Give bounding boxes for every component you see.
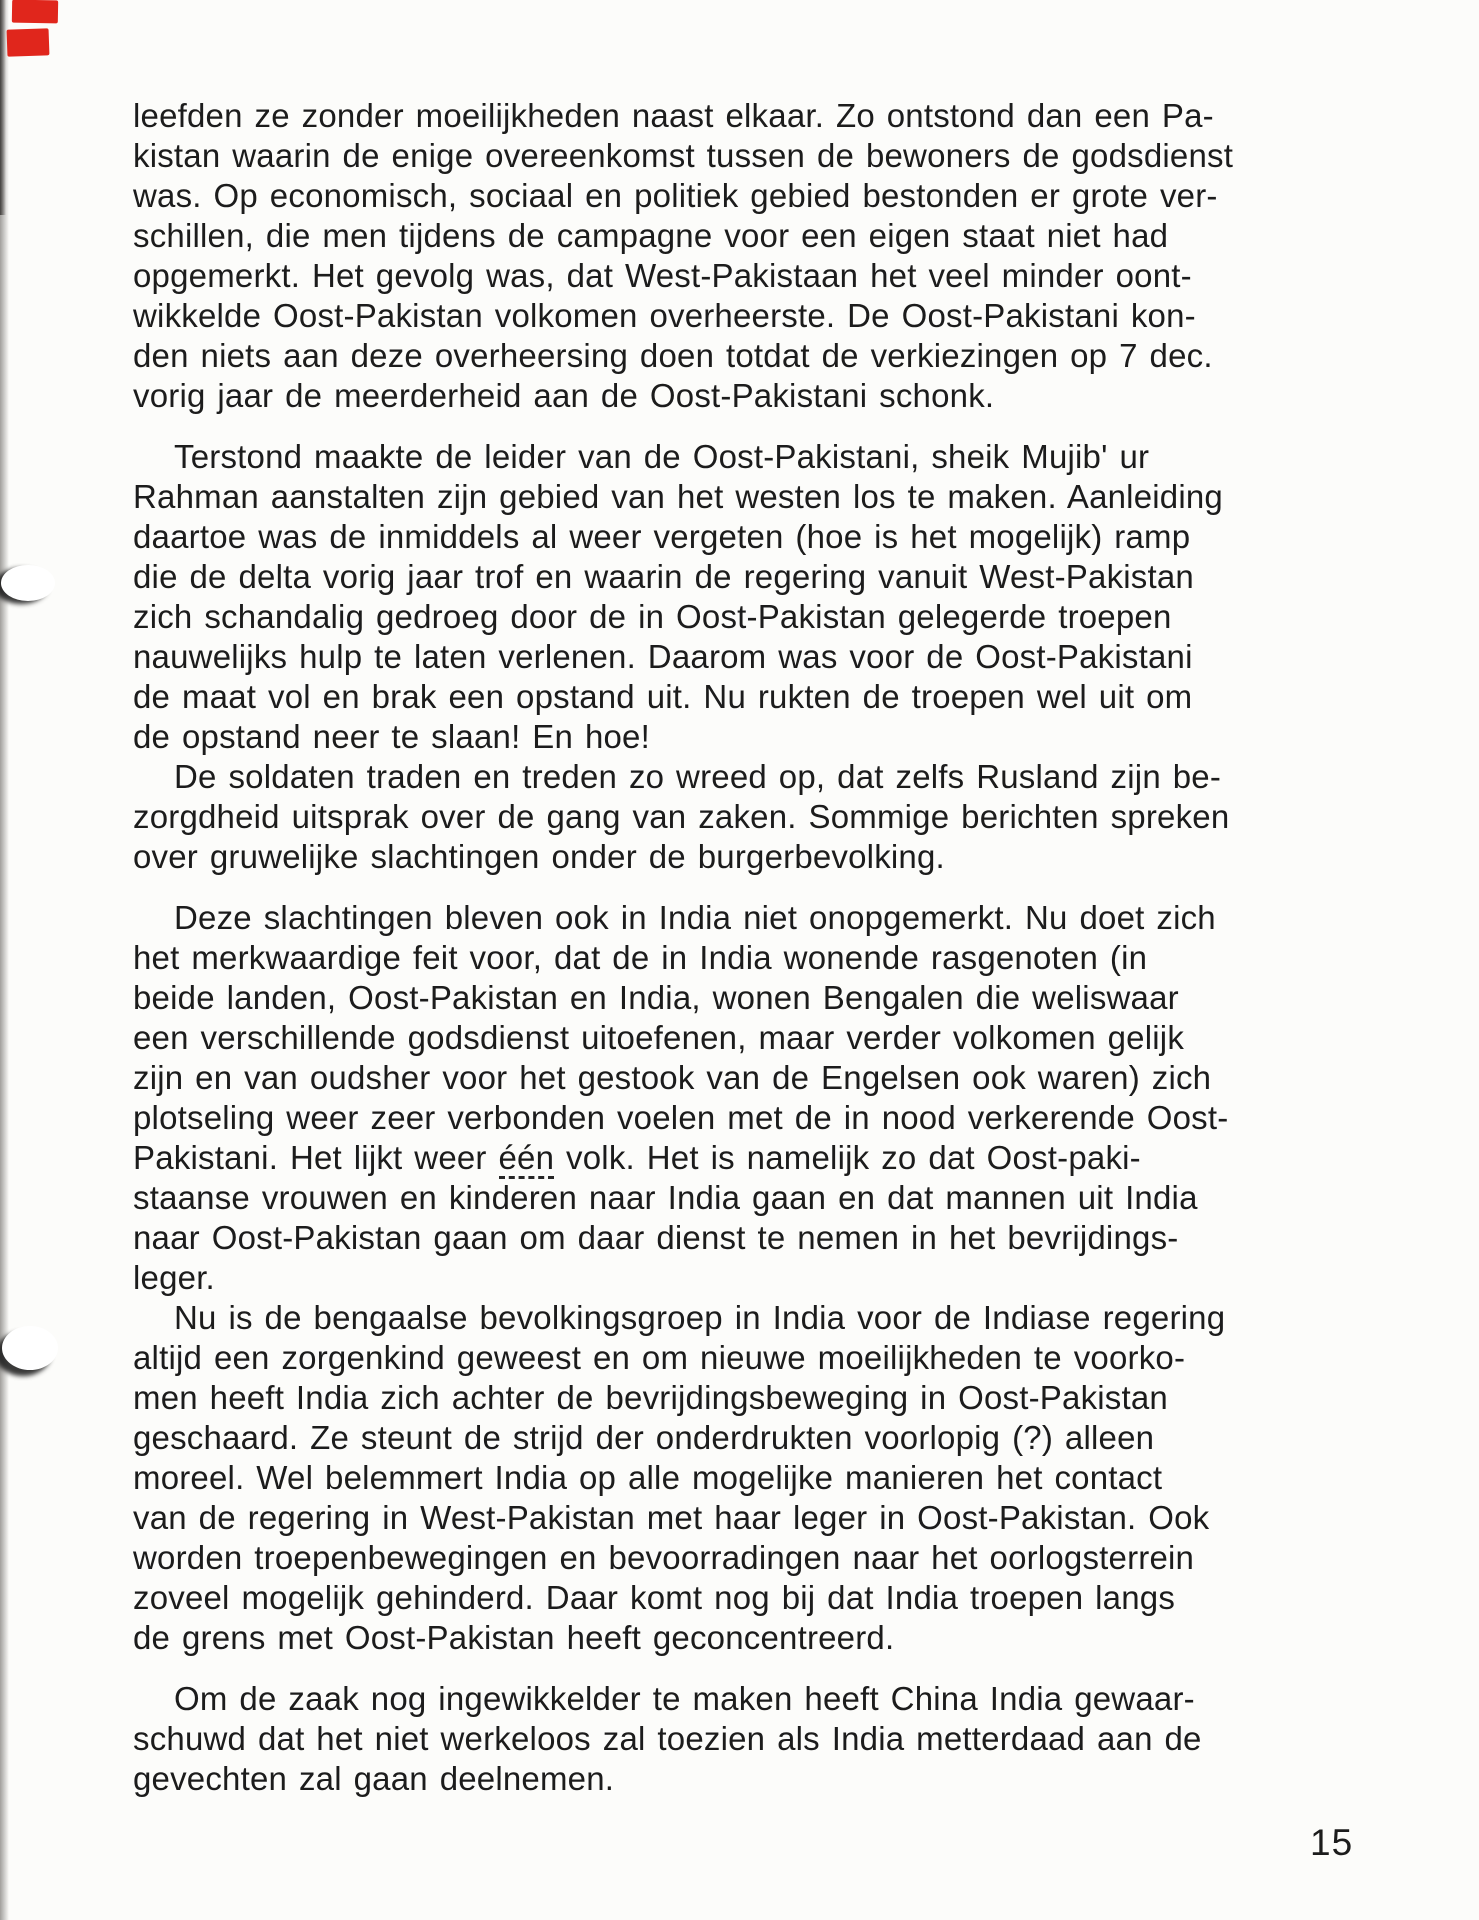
text-line: nauwelijks hulp te laten verlenen. Daarom was voor de Oost-Pakistani: [133, 638, 1193, 675]
paragraph: [133, 437, 1376, 757]
text-line: vorig jaar de meerderheid aan de Oost-Pakistani schonk.: [133, 377, 995, 414]
text-line: naar Oost-Pakistan gaan om daar dienst te nemen in het bevrijdings-: [133, 1219, 1179, 1256]
text-line: de grens met Oost-Pakistan heeft geconcentreerd.: [133, 1619, 895, 1656]
text-line: worden troepenbewegingen en bevoorradingen naar het oorlogsterrein: [133, 1539, 1195, 1576]
text-line: zijn en van oudsher voor het gestook van de Engelsen ook waren) zich: [133, 1059, 1212, 1096]
scan-edge-shadow: [0, 0, 9, 1920]
text-line: schuwd dat het niet werkeloos zal toezien als India metterdaad aan de: [133, 1720, 1202, 1757]
text-line: een verschillende godsdienst uitoefenen, maar verder volkomen gelijk: [133, 1019, 1185, 1056]
text-line: Pakistani. Het lijkt weer één volk. Het is namelijk zo dat Oost-paki-: [133, 1138, 1376, 1178]
text-line: moreel. Wel belemmert India op alle mogelijke manieren het contact: [133, 1459, 1163, 1496]
text-line: geschaard. Ze steunt de strijd der onderdrukten voorlopig (?) alleen: [133, 1419, 1155, 1456]
text-line: het merkwaardige feit voor, dat de in India wonende rasgenoten (in: [133, 939, 1148, 976]
text-line: beide landen, Oost-Pakistan en India, wonen Bengalen die weliswaar: [133, 979, 1179, 1016]
text-line: de maat vol en brak een opstand uit. Nu rukten de troepen wel uit om: [133, 678, 1193, 715]
text-line: over gruwelijke slachtingen onder de burgerbevolking.: [133, 838, 945, 875]
text-line: schillen, die men tijdens de campagne voor een eigen staat niet had: [133, 217, 1169, 254]
text-line: Nu is de bengaalse bevolkingsgroep in India voor de Indiase regering: [174, 1299, 1226, 1336]
text-line: Terstond maakte de leider van de Oost-Pakistani, sheik Mujib' ur: [174, 438, 1150, 475]
underlined-word: één: [499, 1139, 555, 1179]
text-line: staanse vrouwen en kinderen naar India gaan en dat mannen uit India: [133, 1179, 1198, 1216]
text-line: leefden ze zonder moeilijkheden naast elkaar. Zo ontstond dan een Pa-: [133, 97, 1214, 134]
text-line: opgemerkt. Het gevolg was, dat West-Pakistaan het veel minder oont-: [133, 257, 1192, 294]
paragraph: [133, 1679, 1376, 1799]
text-line: daartoe was de inmiddels al weer vergeten (hoe is het mogelijk) ramp: [133, 518, 1191, 555]
text-line: wikkelde Oost-Pakistan volkomen overheerste. De Oost-Pakistani kon-: [133, 297, 1196, 334]
text-line: altijd een zorgenkind geweest en om nieuwe moeilijkheden te voorko-: [133, 1339, 1186, 1376]
text-line: de opstand neer te slaan! En hoe!: [133, 718, 650, 755]
paragraph: [133, 1298, 1376, 1658]
text-line: gevechten zal gaan deelnemen.: [133, 1760, 615, 1797]
text-line: den niets aan deze overheersing doen totdat de verkiezingen op 7 dec.: [133, 337, 1213, 374]
text-line: kistan waarin de enige overeenkomst tussen de bewoners de godsdienst: [133, 137, 1234, 174]
text-line: was. Op economisch, sociaal en politiek gebied bestonden er grote ver-: [133, 177, 1218, 214]
text-line: leger.: [133, 1259, 215, 1296]
document-text: [133, 96, 1376, 1799]
text-line: Om de zaak nog ingewikkelder te maken heeft China India gewaar-: [174, 1680, 1195, 1717]
scan-edge-shadow-top: [0, 0, 6, 215]
text-line: men heeft India zich achter de bevrijdingsbeweging in Oost-Pakistan: [133, 1379, 1168, 1416]
text-line: De soldaten traden en treden zo wreed op, dat zelfs Rusland zijn be-: [174, 758, 1222, 795]
text-line: die de delta vorig jaar trof en waarin de regering vanuit West-Pakistan: [133, 558, 1194, 595]
text-line: van de regering in West-Pakistan met haar leger in Oost-Pakistan. Ook: [133, 1499, 1210, 1536]
text-line: zorgdheid uitsprak over de gang van zaken. Sommige berichten spreken: [133, 798, 1230, 835]
punch-hole-top: [1, 565, 55, 601]
red-mark-bottom: [7, 28, 50, 56]
paragraph: [133, 898, 1376, 1298]
page-number: 15: [1310, 1822, 1354, 1863]
paragraph: [133, 757, 1376, 877]
text-line: zich schandalig gedroeg door de in Oost-Pakistan gelegerde troepen: [133, 598, 1172, 635]
text-line: Deze slachtingen bleven ook in India niet onopgemerkt. Nu doet zich: [174, 899, 1216, 936]
text-line: Rahman aanstalten zijn gebied van het westen los te maken. Aanleiding: [133, 478, 1223, 515]
text-line: zoveel mogelijk gehinderd. Daar komt nog bij dat India troepen langs: [133, 1579, 1176, 1616]
red-mark-top: [12, 0, 58, 23]
punch-hole-bottom: [2, 1326, 58, 1370]
text-line: plotseling weer zeer verbonden voelen met de in nood verkerende Oost-: [133, 1099, 1229, 1136]
paragraph: [133, 96, 1376, 416]
